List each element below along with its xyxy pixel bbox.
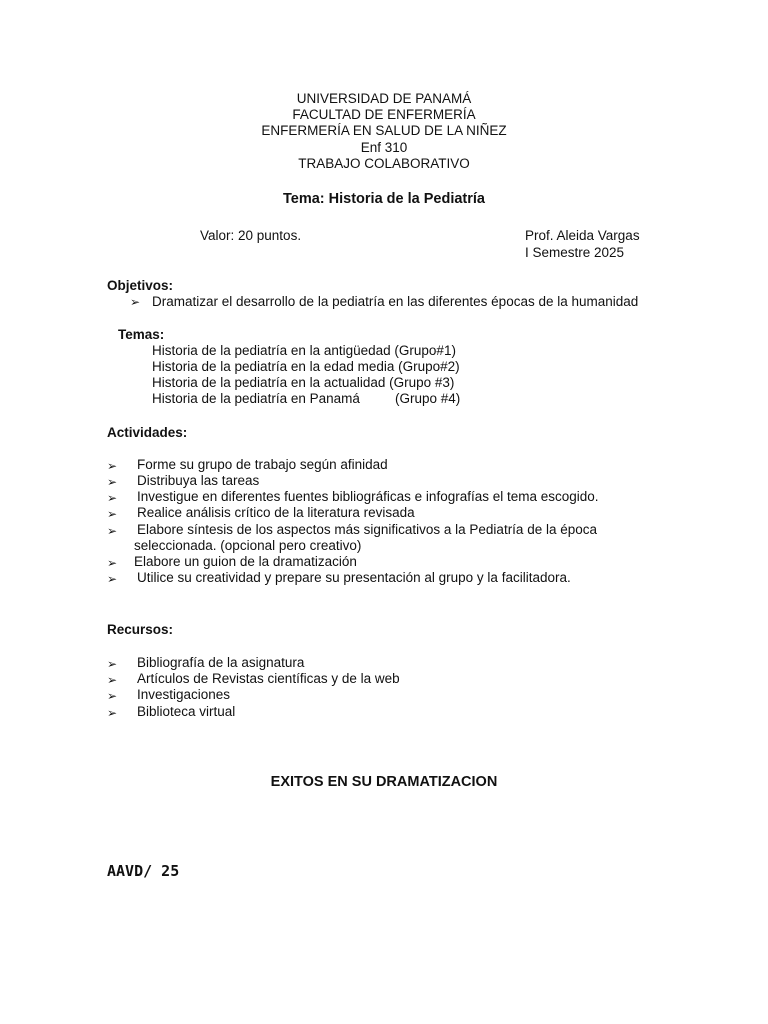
activity-item: Elabore un guion de la dramatización xyxy=(134,554,357,569)
course-department: ENFERMERÍA EN SALUD DE LA NIÑEZ xyxy=(261,123,507,139)
topic-item: Historia de la pediatría en la antigüedad (Grupo#1) xyxy=(152,343,456,358)
bullet-arrow-icon: ➢ xyxy=(107,572,118,586)
university-name: UNIVERSIDAD DE PANAMÁ xyxy=(296,91,472,106)
activity-item: Utilice su creatividad y prepare su presentación al grupo y la facilitadora. xyxy=(137,570,571,585)
author-code: AAVD/ 25 xyxy=(107,862,180,880)
semester-label: I Semestre 2025 xyxy=(525,245,625,260)
topic-item: Historia de la pediatría en la edad media (Grupo#2) xyxy=(152,359,460,374)
bullet-arrow-icon: ➢ xyxy=(107,706,118,720)
activity-item: Distribuya las tareas xyxy=(137,473,260,488)
activity-item: Forme su grupo de trabajo según afinidad xyxy=(137,457,388,472)
activity-item: Investigue en diferentes fuentes bibliográficas e infografías el tema escogido. xyxy=(137,489,599,504)
bullet-arrow-icon: ➢ xyxy=(107,673,118,687)
document-header xyxy=(0,91,768,172)
activity-item: Realice análisis crítico de la literatura revisada xyxy=(137,505,415,520)
course-code: Enf 310 xyxy=(360,139,408,155)
activity-item-continuation: seleccionada. (opcional pero creativo) xyxy=(134,538,362,553)
topics-heading: Temas: xyxy=(118,327,165,342)
bullet-arrow-icon: ➢ xyxy=(107,491,118,505)
bullet-arrow-icon: ➢ xyxy=(107,475,118,489)
topic-item: Historia de la pediatría en Panamá xyxy=(152,391,360,406)
resource-item: Biblioteca virtual xyxy=(137,704,236,719)
topic-item: Historia de la pediatría en la actualidad (Grupo #3) xyxy=(152,375,455,390)
topic-group-label: (Grupo #4) xyxy=(395,391,461,406)
bullet-arrow-icon: ➢ xyxy=(107,507,118,521)
objective-item: Dramatizar el desarrollo de la pediatría en las diferentes épocas de la humanidad xyxy=(152,294,639,309)
resource-item: Bibliografía de la asignatura xyxy=(137,655,305,670)
bullet-arrow-icon: ➢ xyxy=(130,295,141,309)
bullet-arrow-icon: ➢ xyxy=(107,689,118,703)
closing-message: EXITOS EN SU DRAMATIZACION xyxy=(270,774,498,790)
bullet-arrow-icon: ➢ xyxy=(107,459,118,473)
activities-heading: Actividades: xyxy=(107,425,188,440)
bullet-arrow-icon: ➢ xyxy=(107,657,118,671)
bullet-arrow-icon: ➢ xyxy=(107,524,118,538)
resource-item: Artículos de Revistas científicas y de la web xyxy=(137,671,400,686)
professor-name: Prof. Aleida Vargas xyxy=(525,228,640,243)
resources-heading: Recursos: xyxy=(107,622,174,637)
activity-item: Elabore síntesis de los aspectos más significativos a la Pediatría de la época xyxy=(137,522,598,537)
objectives-heading: Objetivos: xyxy=(107,278,174,293)
assignment-type: TRABAJO COLABORATIVO xyxy=(298,155,470,171)
resource-item: Investigaciones xyxy=(137,687,231,702)
bullet-arrow-icon: ➢ xyxy=(107,556,118,570)
faculty-name: FACULTAD DE ENFERMERÍA xyxy=(292,107,476,123)
topic-title: Tema: Historia de la Pediatría xyxy=(283,191,485,207)
value-points: Valor: 20 puntos. xyxy=(200,228,302,243)
